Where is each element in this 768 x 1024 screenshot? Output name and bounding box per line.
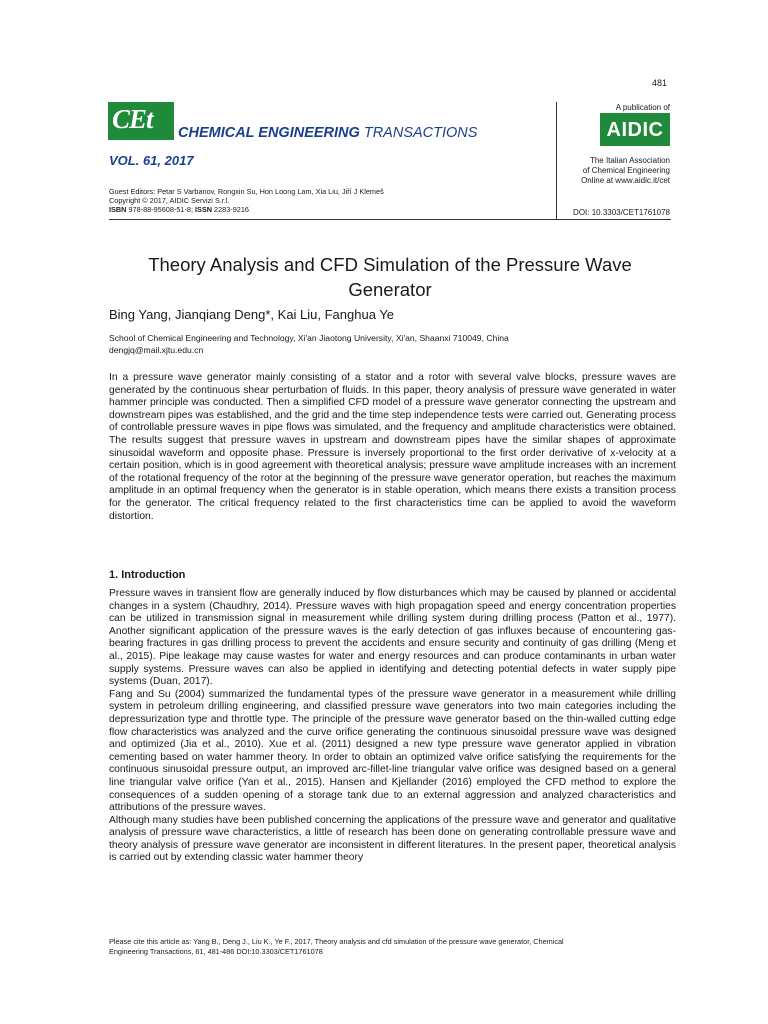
journal-name-light: TRANSACTIONS — [359, 125, 478, 141]
issn-value: 2283-9216 — [212, 205, 249, 215]
affiliation-block — [109, 333, 671, 356]
article-title — [109, 252, 671, 302]
copyright: Copyright © 2017, AIDIC Servizi S.r.l. — [109, 196, 230, 206]
editorial-info — [109, 187, 549, 215]
isbn-value: 978-88-95608-51-8; — [126, 205, 195, 215]
citation-line-2: Engineering Transactions, 61, 481-486 DOI:10.3303/CET1761078 — [109, 947, 323, 956]
publication-of: A publication of — [615, 103, 670, 112]
issn-label: ISSN — [195, 205, 213, 215]
aidic-line-1: The Italian Association — [589, 156, 670, 165]
doi: DOI: 10.3303/CET1761078 — [573, 208, 670, 217]
paragraph-2: Fang and Su (2004) summarized the fundamental types of the pressure wave generator in a measurement while drilling system in petroleum drilling engineering, and classified pressure wave generators into two main categories including the depressurization type and throttle type. The principle of the pressure wave generator based on the thin-walled cutting edge flow characteristics was analyzed and the curve orifice generating the continuous sinusoidal pressure wave was designed and optimized (Jia et al., 2010). Xue et al. (2011) designed a new type pressure wave generator applied in vibration cementing based on water hammer theory. In order to obtain an optimized valve orifice satisfying the requirements for the continuous sinusoidal pressure output, an improved arc-fillet-line triangular valve orifice was designed based on a general line triangular valve orifice (Yan et al., 2015). Hansen and Kjellander (2016) employed the CFD method to explore the consequences of a sudden opening of a storage tank due to an external aggression and analyzed characteristics and attributions of the pressure waves. — [109, 688, 676, 814]
abstract: In a pressure wave generator mainly consisting of a stator and a rotor with several valve blocks, pressure waves are generated by the continuous shear perturbation of fluids. In this paper, theory analysis of pressure wave generated in water hammer principle was conducted. Then a simplified CFD model of a pressure wave generator connecting the upstream and downstream pipes was established, and the grid and the time step independence tests were carried out. Generating process of controllable pressure waves in pipe flows was simulated, and the frequency and amplitude characteristics were obtained. The results suggest that pressure waves in upstream and downstream pipes have the similar shapes of approximate sinusoidal waveform and opposite phase. Pressure is inversely proportional to the first order derivative of x-velocity at a certain position, which is in good agreement with theoretical analysis; pressure wave amplitude increases with an increment of the rotational frequency of the rotor at the beginning of the pressure wave generator operation, but reaches the maximum amplitude in an optimal frequency when the generator is in stable operation, which means there exists a transition process for the generator. The critical frequency related to the first characteristics time can be applied to avoid the waveform distortion. — [109, 372, 676, 522]
contact-email[interactable]: dengjq@mail.xjtu.edu.cn — [109, 344, 204, 355]
title-line-1: Theory Analysis and CFD Simulation of the Pressure Wave — [148, 254, 632, 275]
introduction-body — [109, 588, 676, 865]
page-number: 481 — [652, 78, 668, 88]
journal-name-bold: CHEMICAL ENGINEERING — [178, 125, 360, 141]
header-rule — [109, 219, 671, 220]
cet-logo-text: CEt — [112, 104, 153, 134]
title-line-2: Generator — [348, 279, 432, 300]
citation-line-1: Please cite this article as: Yang B., Deng J., Liu K., Ye F., 2017, Theory analysis and cfd simulation of the pressure wave generator, Chemical — [109, 937, 564, 946]
cet-logo — [108, 102, 174, 140]
citation-footer — [109, 937, 676, 957]
affiliation: School of Chemical Engineering and Technology, Xi'an Jiaotong University, Xi'an, Shaanxi 710049, China — [109, 333, 509, 343]
paragraph-1: Pressure waves in transient flow are generally induced by flow disturbances which may be caused by planned or accidental changes in a system (Chaudhry, 2014). Pressure waves with high propagation speed and energy concentration properties can be utilized in transmission signal in measurement while drilling system during drilling process (Patton et al., 1977). Another significant application of the pressure waves is the early detection of gas influxes because of encountering gas-bearing fractures in gas drilling process to prevent the accidents and ensure security and continuity of gas drilling (Meng et al., 2015). Pipe leakage may cause wastes for water and energy resources and can produce contaminants in urban water supply systems. Pressure waves can also be applied in identifying and detecting potential defects in water supply pipe systems (Duan, 2017). — [109, 588, 676, 688]
authors: Bing Yang, Jianqiang Deng*, Kai Liu, Fanghua Ye — [109, 307, 395, 322]
isbn-label: ISBN — [109, 205, 127, 215]
volume: VOL. 61, 2017 — [109, 153, 194, 168]
isbn-issn — [109, 205, 549, 214]
guest-editors: Guest Editors: Petar S Varbanov, Rongxin Su, Hon Loong Lam, Xia Liu, Jiří J Klemeš — [109, 187, 384, 196]
aidic-line-2: of Chemical Engineering — [582, 166, 670, 175]
paragraph-3: Although many studies have been published concerning the applications of the pressure wave and generator and qualitative analysis of pressure wave characteristics, a little of research has been done on generating controllable pressure wave and theory analysis of pressure wave generator are inconsistent in different literatures. In the present paper, theoretical analysis is carried out by extending classic water hammer theory — [109, 814, 676, 864]
aidic-website[interactable]: Online at www.aidic.it/cet — [581, 176, 670, 185]
aidic-description — [560, 156, 670, 186]
journal-name — [178, 125, 477, 141]
aidic-logo: AIDIC — [600, 113, 670, 146]
header-divider — [556, 102, 557, 220]
section-heading: 1. Introduction — [109, 569, 186, 581]
